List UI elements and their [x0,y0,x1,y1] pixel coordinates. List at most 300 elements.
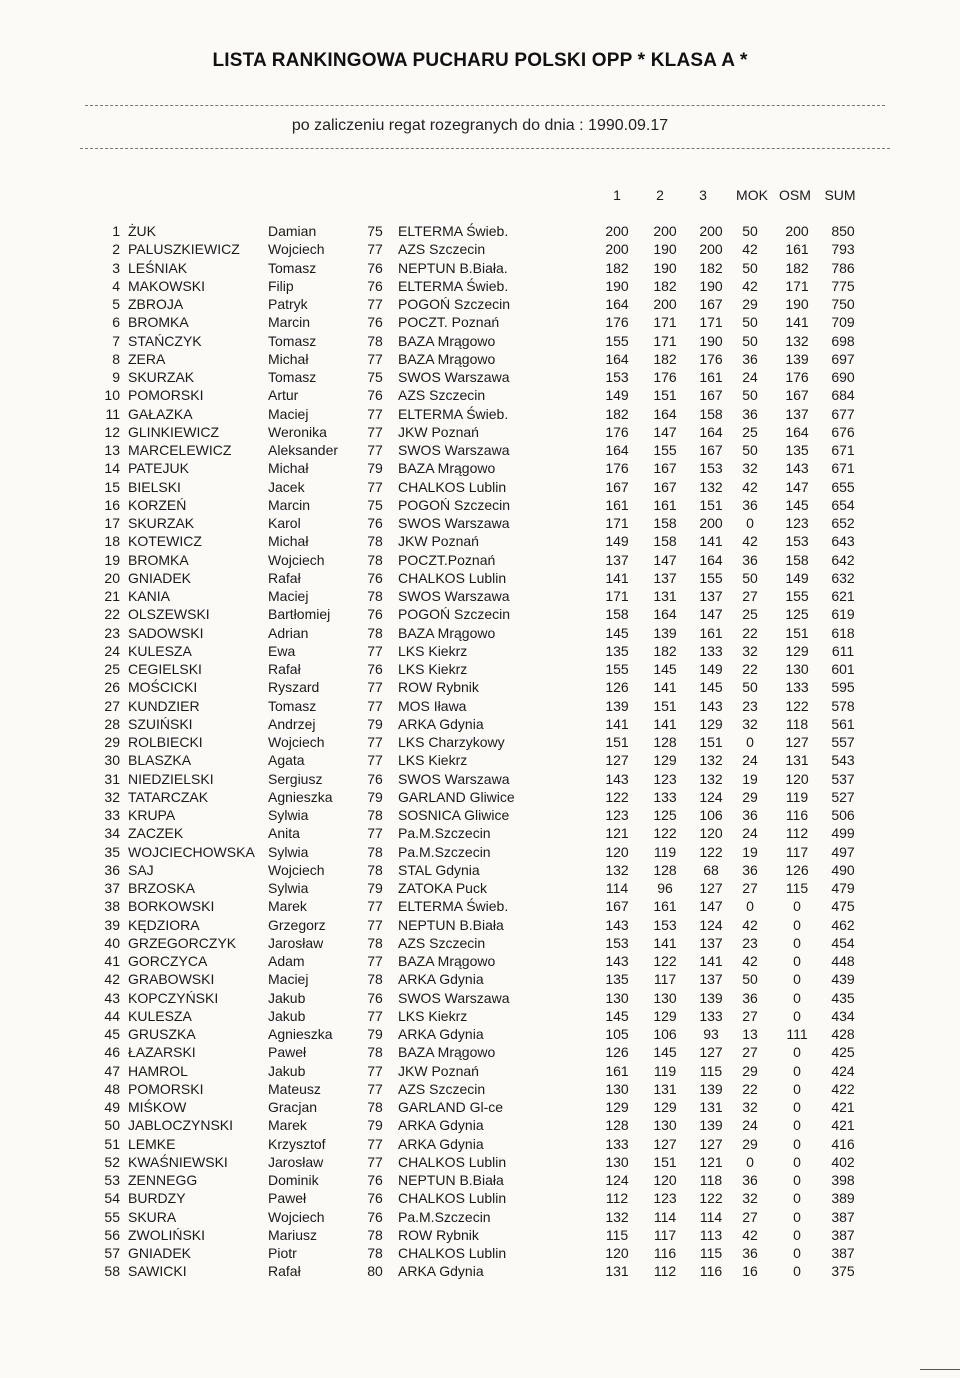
mok-points: 36 [742,496,758,513]
race-1-points: 161 [605,1062,629,1079]
mok-points: 23 [742,697,758,714]
race-2-points: 141 [653,934,677,951]
race-2-points: 130 [653,989,677,1006]
osm-points: 145 [785,496,809,513]
osm-points: 0 [793,971,801,988]
table-row [0,569,960,587]
surname: KANIA [128,588,171,604]
race-2-points: 125 [653,807,677,823]
sum-points: 618 [831,624,855,641]
first-name: Mateusz [268,1080,321,1097]
rank-number: 18 [104,533,120,550]
race-1-points: 130 [605,1080,629,1097]
mok-points: 19 [742,770,758,787]
first-name: Marcin [268,496,311,513]
first-name: Jakub [268,1062,306,1079]
surname: MAKOWSKI [128,277,206,294]
race-2-points: 145 [653,661,677,677]
mok-points: 36 [742,350,758,367]
race-1-points: 135 [605,971,629,988]
sum-points: 655 [831,478,855,495]
mok-points: 36 [742,861,758,878]
race-3-points: 137 [699,934,723,951]
first-name: Tomasz [268,697,317,714]
sum-points: 671 [831,442,855,458]
surname: GAŁAZKA [128,405,193,422]
club: JKW Poznań [398,1062,479,1079]
first-name: Maciej [268,588,309,604]
race-1-points: 153 [605,934,629,951]
sum-points: 422 [831,1080,855,1097]
mok-points: 25 [742,606,758,623]
first-name: Maciej [268,971,309,988]
mok-points: 32 [742,460,758,477]
rank-number: 13 [104,442,120,458]
race-1-points: 182 [605,259,629,276]
surname: KULESZA [128,642,192,659]
table-row [0,697,960,715]
club: SWOS Warszawa [398,989,510,1006]
sum-points: 387 [831,1226,855,1243]
race-3-points: 143 [699,697,723,714]
birth-year: 76 [367,277,383,294]
first-name: Wojciech [268,1208,325,1225]
mok-points: 27 [742,588,758,604]
table-row [0,770,960,788]
club: ELTERMA Świeb. [398,405,509,422]
rank-number: 26 [104,679,120,696]
table-row [0,222,960,240]
club: LKS Kiekrz [398,642,468,659]
table-row [0,1244,960,1262]
osm-points: 0 [793,1226,801,1243]
mok-points: 24 [742,369,758,385]
surname: SAWICKI [128,1263,187,1280]
osm-points: 190 [785,296,809,312]
mok-points: 50 [742,442,758,458]
first-name: Sylwia [268,843,309,860]
first-name: Michał [268,533,309,550]
club: SWOS Warszawa [398,515,510,531]
surname: SZUIŃSKI [128,715,193,732]
table-row [0,715,960,733]
mok-points: 50 [742,569,758,586]
race-1-points: 112 [605,1190,629,1207]
race-2-points: 161 [653,898,677,915]
first-name: Jarosław [268,1153,324,1170]
race-2-points: 129 [653,1099,677,1115]
surname: ŁAZARSKI [128,1044,196,1061]
rank-number: 4 [112,277,120,294]
race-1-points: 128 [605,1117,629,1134]
race-2-points: 119 [653,1062,677,1079]
osm-points: 182 [785,259,809,276]
first-name: Krzysztof [268,1135,326,1152]
osm-points: 155 [785,588,809,604]
first-name: Jacek [268,478,305,495]
club: BAZA Mrągowo [398,332,496,349]
mok-points: 24 [742,825,758,842]
osm-points: 158 [785,551,809,568]
sum-points: 375 [831,1263,855,1280]
table-row [0,532,960,550]
race-1-points: 137 [605,551,629,568]
birth-year: 77 [367,734,383,750]
race-1-points: 123 [605,807,629,823]
ranking-table [0,222,960,1281]
club: CHALKOS Lublin [398,478,507,495]
club: ELTERMA Świeb. [398,277,509,294]
race-1-points: 141 [605,569,629,586]
first-name: Sergiusz [268,770,323,787]
sum-points: 750 [831,296,855,312]
race-3-points: 127 [699,880,723,896]
sum-points: 435 [831,989,855,1006]
club: AZS Szczecin [398,241,486,258]
table-row [0,733,960,751]
birth-year: 79 [367,880,383,896]
surname: GNIADEK [128,1245,192,1261]
race-3-points: 132 [699,770,723,787]
race-3-points: 171 [699,314,723,331]
club: BAZA Mrągowo [398,460,496,477]
race-1-points: 132 [605,1208,629,1225]
race-3-points: 118 [699,1172,723,1188]
surname: ZENNEGG [128,1172,198,1188]
document-subtitle: po zaliczeniu regat rozegranych do dnia : 1990.09.17 [291,117,669,134]
race-1-points: 153 [605,369,629,385]
race-3-points: 149 [699,661,723,677]
race-1-points: 161 [605,496,629,513]
race-2-points: 131 [653,1080,677,1097]
race-1-points: 171 [605,515,629,531]
table-row [0,1135,960,1153]
birth-year: 79 [367,460,383,477]
surname: KĘDZIORA [128,916,200,933]
table-row [0,295,960,313]
race-2-points: 171 [653,314,677,331]
club: BAZA Mrągowo [398,953,496,969]
mok-points: 24 [742,1117,758,1134]
birth-year: 76 [367,515,383,531]
surname: SKURZAK [128,369,195,385]
surname: PALUSZKIEWICZ [128,241,240,258]
rank-number: 29 [104,734,120,750]
race-2-points: 145 [653,1044,677,1061]
table-row [0,240,960,258]
club: ARKA Gdynia [398,971,484,988]
first-name: Rafał [268,1263,301,1280]
table-row [0,605,960,623]
rank-number: 20 [104,569,120,586]
race-2-points: 128 [653,734,677,750]
table-row [0,1116,960,1134]
birth-year: 77 [367,442,383,458]
race-3-points: 139 [699,989,723,1006]
club: CHALKOS Lublin [398,1245,507,1261]
divider-bottom [80,148,890,149]
club: ARKA Gdynia [398,715,484,732]
table-row [0,1007,960,1025]
rank-number: 39 [104,916,120,933]
race-1-points: 200 [605,223,629,239]
osm-points: 123 [785,515,809,531]
birth-year: 75 [367,369,383,385]
column-header-race-1: 1 [613,187,621,203]
birth-year: 76 [367,314,383,331]
table-row [0,751,960,769]
club: BAZA Mrągowo [398,350,496,367]
surname: GRZEGORCZYK [128,934,237,951]
sum-points: 677 [831,405,855,422]
rank-number: 48 [104,1080,120,1097]
osm-points: 131 [785,752,809,769]
surname: KOPCZYŃSKI [128,989,219,1006]
mok-points: 27 [742,1044,758,1061]
osm-points: 149 [785,569,809,586]
race-2-points: 137 [653,569,677,586]
rank-number: 50 [104,1117,120,1134]
rank-number: 49 [104,1099,120,1115]
mok-points: 50 [742,259,758,276]
sum-points: 490 [831,861,855,878]
club: SWOS Warszawa [398,588,510,604]
race-3-points: 139 [699,1117,723,1134]
column-header-osm: OSM [779,187,811,203]
mok-points: 19 [742,843,758,860]
mok-points: 16 [742,1263,758,1280]
first-name: Agnieszka [268,1026,333,1042]
sum-points: 402 [831,1153,855,1170]
rank-number: 37 [104,880,120,896]
race-1-points: 164 [605,442,629,458]
rank-number: 28 [104,715,120,732]
osm-points: 153 [785,533,809,550]
sum-points: 475 [831,898,855,915]
first-name: Ryszard [268,679,320,696]
surname: BROMKA [128,314,189,331]
race-1-points: 130 [605,1153,629,1170]
race-3-points: 182 [699,259,723,276]
mok-points: 32 [742,1099,758,1115]
race-3-points: 141 [699,533,723,550]
osm-points: 151 [785,624,809,641]
table-row [0,1080,960,1098]
osm-points: 0 [793,953,801,969]
race-2-points: 127 [653,1135,677,1152]
birth-year: 76 [367,989,383,1006]
first-name: Rafał [268,661,301,677]
birth-year: 79 [367,715,383,732]
osm-points: 0 [793,1099,801,1115]
club: ARKA Gdynia [398,1026,484,1042]
surname: POMORSKI [128,387,204,404]
sum-points: 421 [831,1099,855,1115]
rank-number: 23 [104,624,120,641]
table-row [0,332,960,350]
mok-points: 27 [742,1208,758,1225]
race-1-points: 135 [605,642,629,659]
birth-year: 76 [367,1172,383,1188]
osm-points: 0 [793,1062,801,1079]
table-row [0,788,960,806]
surname: BORKOWSKI [128,898,215,915]
osm-points: 127 [785,734,809,750]
osm-points: 167 [785,387,809,404]
osm-points: 0 [793,1245,801,1261]
race-3-points: 122 [699,1190,723,1207]
race-2-points: 96 [657,880,673,896]
rank-number: 1 [112,223,120,239]
sum-points: 611 [831,642,855,659]
birth-year: 77 [367,953,383,969]
birth-year: 78 [367,971,383,988]
sum-points: 527 [831,788,855,805]
mok-points: 50 [742,314,758,331]
surname: ROLBIECKI [128,734,203,750]
race-3-points: 115 [699,1245,723,1261]
birth-year: 77 [367,679,383,696]
race-1-points: 120 [605,843,629,860]
table-row [0,1226,960,1244]
rank-number: 54 [104,1190,120,1207]
rank-number: 44 [104,1007,120,1024]
race-3-points: 115 [699,1062,723,1079]
race-2-points: 112 [653,1263,677,1280]
surname: LEMKE [128,1135,176,1152]
rank-number: 25 [104,661,120,677]
club: NEPTUN B.Biała [398,1172,504,1188]
birth-year: 76 [367,606,383,623]
race-1-points: 127 [605,752,629,769]
sum-points: 448 [831,953,855,969]
surname: BRZOSKA [128,880,195,896]
rank-number: 16 [104,496,120,513]
club: CHALKOS Lublin [398,1153,507,1170]
race-2-points: 141 [653,679,677,696]
race-1-points: 145 [605,624,629,641]
surname: SKURZAK [128,515,195,531]
mok-points: 27 [742,1007,758,1024]
club: POCZT.Poznań [398,551,496,568]
race-3-points: 113 [699,1226,723,1243]
rank-number: 22 [104,606,120,623]
rank-number: 8 [112,350,120,367]
osm-points: 116 [785,807,809,823]
race-2-points: 139 [653,624,677,641]
sum-points: 557 [831,734,855,750]
race-2-points: 119 [653,843,677,860]
first-name: Andrzej [268,715,316,732]
race-3-points: 121 [699,1153,723,1170]
mok-points: 42 [742,277,758,294]
surname: KRUPA [128,807,176,823]
surname: NIEDZIELSKI [128,770,214,787]
first-name: Adam [268,953,305,969]
race-2-points: 122 [653,953,677,969]
rank-number: 32 [104,788,120,805]
mok-points: 50 [742,971,758,988]
osm-points: 0 [793,1208,801,1225]
table-row [0,660,960,678]
mok-points: 42 [742,953,758,969]
table-row [0,642,960,660]
rank-number: 55 [104,1208,120,1225]
osm-points: 0 [793,934,801,951]
surname: SADOWSKI [128,624,204,641]
table-row [0,277,960,295]
rank-number: 3 [112,259,120,276]
race-1-points: 155 [605,661,629,677]
column-header-race-2: 2 [656,187,664,203]
osm-points: 164 [785,423,809,440]
club: LKS Kiekrz [398,752,468,769]
surname: STAŃCZYK [128,332,202,349]
surname: KWAŚNIEWSKI [128,1153,228,1170]
table-row [0,423,960,441]
club: SWOS Warszawa [398,770,510,787]
sum-points: 690 [831,369,855,385]
sum-points: 424 [831,1062,855,1079]
race-3-points: 120 [699,825,723,842]
race-3-points: 139 [699,1080,723,1097]
mok-points: 0 [746,1153,754,1170]
mok-points: 50 [742,332,758,349]
table-row [0,1025,960,1043]
race-3-points: 161 [699,369,723,385]
table-row [0,897,960,915]
race-3-points: 127 [699,1044,723,1061]
surname: GORCZYCA [128,953,208,969]
first-name: Bartłomiej [268,606,331,623]
race-3-points: 124 [699,916,723,933]
race-2-points: 155 [653,442,677,458]
club: Pa.M.Szczecin [398,843,491,860]
surname: KOTEWICZ [128,533,202,550]
first-name: Marek [268,898,307,915]
table-row [0,824,960,842]
mok-points: 13 [742,1026,758,1042]
race-1-points: 114 [605,880,629,896]
surname: GRUSZKA [128,1026,196,1042]
surname: OLSZEWSKI [128,606,210,623]
table-row [0,1171,960,1189]
race-1-points: 151 [605,734,629,750]
race-1-points: 141 [605,715,629,732]
mok-points: 36 [742,405,758,422]
club: SWOS Warszawa [398,442,510,458]
birth-year: 79 [367,788,383,805]
rank-number: 9 [112,369,120,385]
osm-points: 0 [793,1172,801,1188]
table-row [0,441,960,459]
race-3-points: 133 [699,1007,723,1024]
rank-number: 36 [104,861,120,878]
rank-number: 51 [104,1135,120,1152]
club: AZS Szczecin [398,1080,486,1097]
mok-points: 50 [742,387,758,404]
table-row [0,624,960,642]
race-2-points: 131 [653,588,677,604]
birth-year: 75 [367,223,383,239]
race-2-points: 123 [653,1190,677,1207]
club: ROW Rybnik [398,679,479,696]
race-1-points: 176 [605,314,629,331]
race-1-points: 176 [605,460,629,477]
first-name: Dominik [268,1172,319,1188]
race-1-points: 176 [605,423,629,440]
sum-points: 439 [831,971,855,988]
